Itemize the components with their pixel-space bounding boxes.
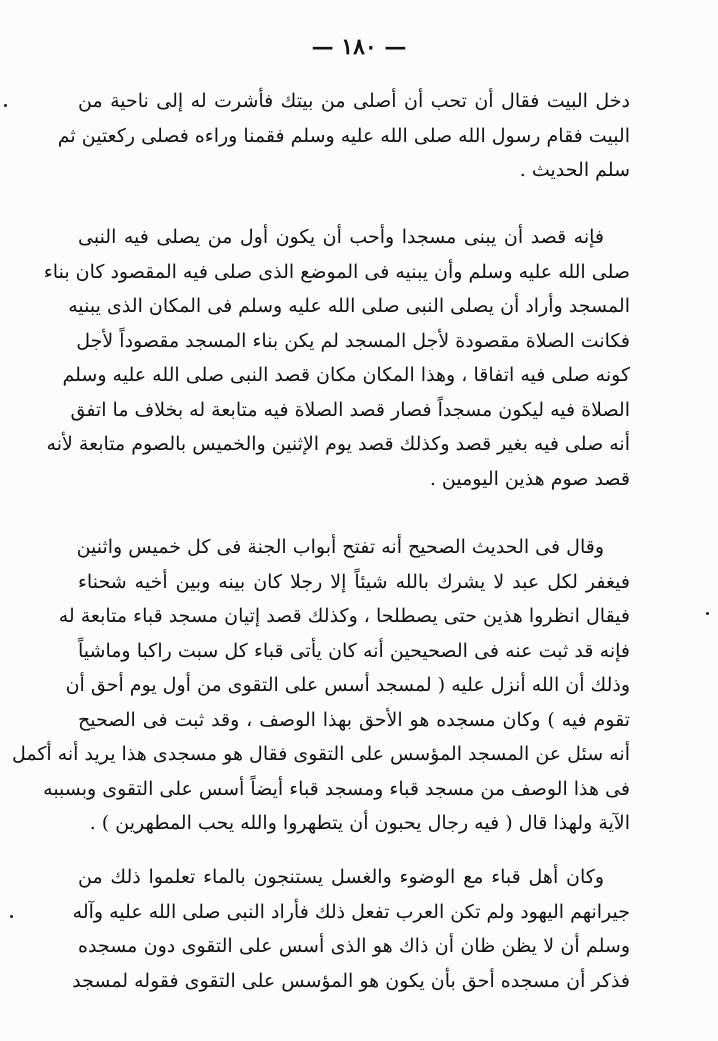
text-line: وذلك أن الله أنزل عليه ( لمسجد أسس على التقوى من أول يوم أحق أن (65, 674, 630, 696)
text-line: وكان أهل قباء مع الوضوء والغسل يستنجون بالماء تعلموا ذلك من (78, 866, 604, 888)
text-line: قصد صوم هذين اليومين . (429, 467, 630, 490)
text-line: أنه صلى فيه بغير قصد وكذلك قصد يوم الإثنين والخميس بالصوم متابعة لأنه (46, 433, 630, 455)
scan-speck (4, 104, 7, 107)
text-line: فيقال انظروا هذين حتى يصطلحا ، وكذلك قصد إتيان مسجد قباء متابعة له (58, 605, 630, 627)
text-line: كونه صلى فيه اتفاقا ، وهذا المكان مكان قصد النبى صلى الله عليه وسلم (62, 364, 630, 386)
text-line: تقوم فيه ) وكان مسجده هو الأحق بهذا الوصف ، وقد ثبت فى الصحيح (78, 708, 630, 731)
text-line: دخل البيت فقال أن تحب أن أصلى من بيتك فأشرت له إلى ناحية من (78, 90, 630, 112)
text-line: فى هذا الوصف من مسجد قباء ومسجد قباء أيضاً أسس على التقوى وبسببه (43, 777, 630, 800)
text-line: فإنه قد ثبت عنه فى الصحيحين أنه كان يأتى قباء كل سبت راكبا وماشياً (78, 639, 630, 662)
text-line: فكانت الصلاة مقصودة لأجل المسجد لم يكن بناء المسجد مقصوداً لأجل (76, 329, 630, 352)
text-line: الآية ولهذا قال ( فيه رجال يحبون أن يتطهروا والله يحب المطهرين ) . (89, 812, 630, 834)
page-number: — ١٨٠ — (311, 34, 407, 60)
text-line: فإنه قصد أن يبنى مسجدا وأحب أن يكون أول من يصلى فيه النبى (78, 226, 604, 248)
paragraph-1 (57, 84, 630, 188)
text-line: فيغفر لكل عبد لا يشرك بالله شيئاً إلا رجلا كان بينه وبين أخيه شحناء (78, 570, 630, 593)
paragraph-3 (11, 530, 630, 841)
scan-speck (706, 612, 709, 615)
scan-speck (10, 915, 13, 918)
text-line: وقال فى الحديث الصحيح أنه تفتح أبواب الجنة فى كل خميس واثنين (76, 536, 604, 558)
text-line: صلى الله عليه وسلم وأن يبنيه فى الموضع الذى صلى فيه المقصود كان بناء (43, 260, 630, 283)
paragraph-2 (43, 220, 630, 496)
text-line: وسلم أن لا يظن ظان أن ذاك هو الذى أسس على التقوى دون مسجده (78, 935, 630, 957)
paragraph-4 (72, 860, 630, 998)
text-line: فذكر أن مسجده أحق بأن يكون هو المؤسس على التقوى فقوله لمسجد (72, 969, 630, 992)
text-line: أنه سئل عن المسجد المؤسس على التقوى فقال هو مسجدى هذا يريد أنه أكمل (11, 743, 630, 765)
text-line: الصلاة فيه ليكون مسجداً فصار قصد الصلاة فيه متابعة له بخلاف ما اتفق (70, 398, 630, 421)
text-line: البيت فقام رسول الله صلى الله عليه وسلم فقمنا وراءه فصلى ركعتين ثم (57, 124, 630, 147)
text-line: المسجد وأراد أن يصلى النبى صلى الله عليه وسلم فى المكان الذى يبنيه (68, 295, 630, 317)
text-line: جيرانهم اليهود ولم تكن العرب تفعل ذلك فأراد النبى صلى الله عليه وآله (72, 900, 630, 923)
text-line: سلم الحديث . (519, 159, 630, 181)
